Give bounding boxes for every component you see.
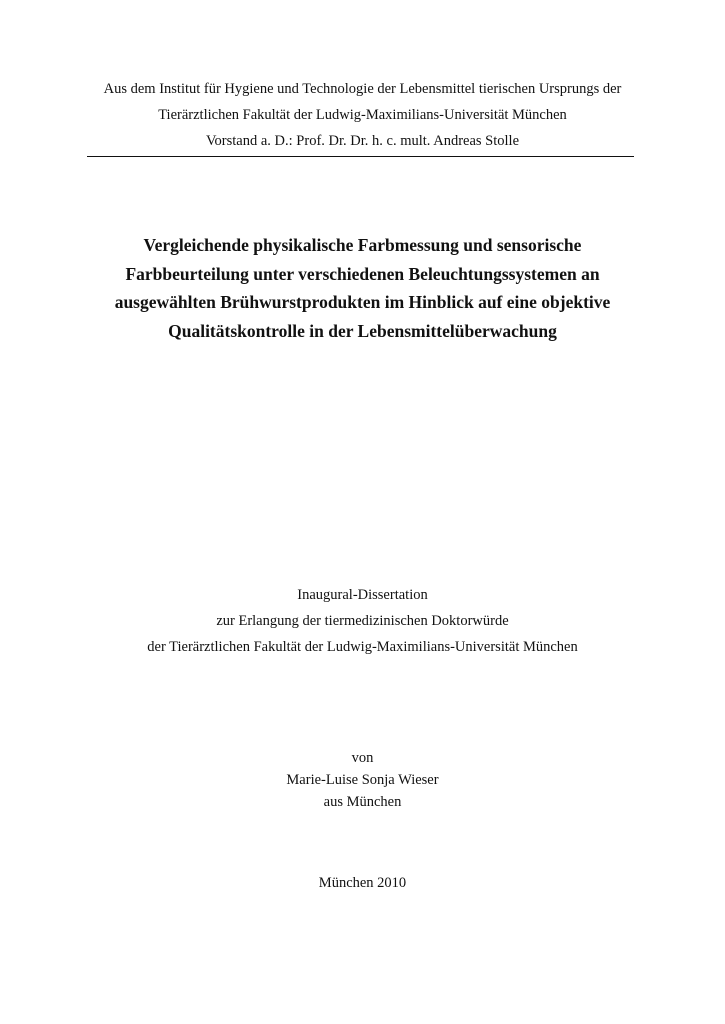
institute-line-1: Aus dem Institut für Hygiene und Technologie der Lebensmittel tierischen Ursprungs der — [103, 81, 622, 97]
institute-line-2: Tierärztlichen Fakultät der Ludwig-Maximilians-Universität München — [158, 107, 567, 123]
place-and-year: München 2010 — [318, 875, 407, 891]
institute-line-3: Vorstand a. D.: Prof. Dr. Dr. h. c. mult. Andreas Stolle — [205, 133, 520, 149]
institute-header — [0, 76, 725, 154]
dissertation-line-1: Inaugural-Dissertation — [297, 587, 428, 603]
thesis-title-line-2: Farbbeurteilung unter verschiedenen Beleuchtungssystemen an — [125, 263, 600, 284]
author-name: Marie-Luise Sonja Wieser — [286, 772, 439, 788]
thesis-title-line-4: Qualitätskontrolle in der Lebensmittelüberwachung — [168, 320, 557, 341]
author-origin: aus München — [323, 794, 402, 810]
thesis-title-line-1: Vergleichende physikalische Farbmessung und sensorische — [143, 235, 582, 255]
dissertation-statement — [0, 582, 725, 660]
author-prefix: von — [351, 750, 374, 766]
thesis-title — [0, 231, 725, 345]
header-divider — [87, 156, 634, 157]
dissertation-line-2: zur Erlangung der tiermedizinischen Doktorwürde — [216, 613, 509, 629]
author-block — [0, 747, 725, 813]
dissertation-line-3: der Tierärztlichen Fakultät der Ludwig-Maximilians-Universität München — [147, 639, 578, 655]
thesis-title-line-3: ausgewählten Brühwurstprodukten im Hinblick auf eine objektive — [114, 292, 611, 312]
